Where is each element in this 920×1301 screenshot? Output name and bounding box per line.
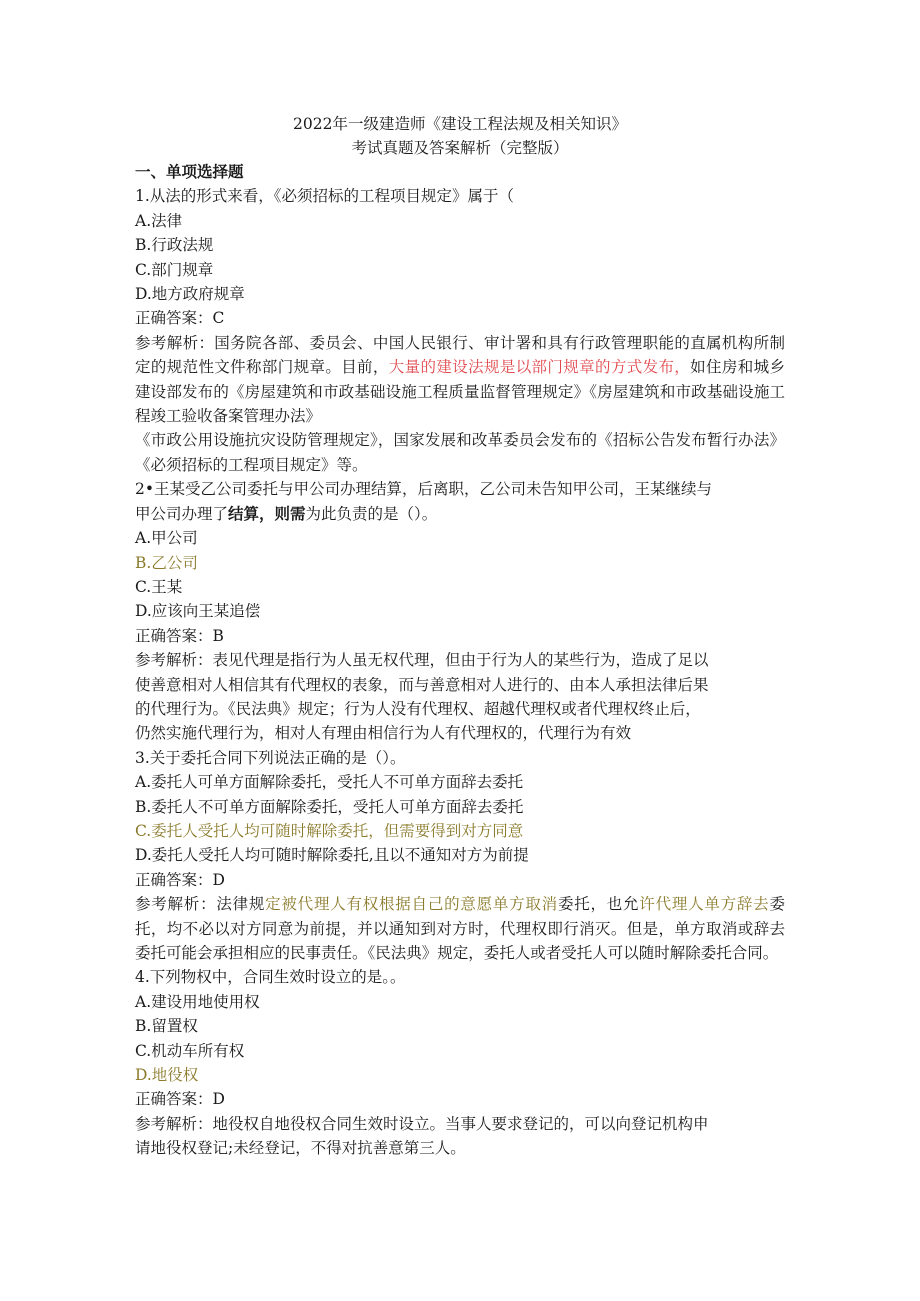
q2-analysis-line2: 使善意相对人相信其有代理权的表象，而与善意相对人进行的、由本人承担法律后果	[135, 675, 709, 694]
q1-analysis-highlight: 大量的建设法规是以部门规章的方式发布，	[388, 358, 691, 377]
q4-analysis-line1: 参考解析：地役权自地役权合同生效时设立。当事人要求登记的，可以向登记机构申	[135, 1114, 709, 1133]
q3-analysis-text2: 委托，也允	[557, 895, 640, 914]
q4-option-b: B.留置权	[135, 1017, 198, 1036]
q1-analysis-cont: 《市政公用设施抗灾设防管理规定》，国家发展和改革委员会发布的《招标公告发布暂行办法》《必须招标的工程项目规定》等。	[135, 431, 785, 474]
q1-answer: 正确答案：C	[135, 309, 225, 328]
q3-analysis-text3: 委托，均不必以对方同意为前提，并以通知到对方时，代理权即行消灭。但是，单方取消或辞去委托可能会承担相应的民事责任。《民法典》规定，委托人或者受托人可以随时解除委托合同。	[135, 895, 785, 962]
q2-stem-text: 甲公司办理了	[135, 504, 229, 523]
q1-analysis-text: 参考解析：国务院各部、委员会、中国人民银行、审计署和具有行政管理职能的直属机构所制定的规范性文件称部门规章。目前，	[135, 333, 785, 377]
q2-answer: 正确答案：B	[135, 626, 224, 645]
q2-option-b: B.乙公司	[135, 553, 198, 572]
section-heading: 一、单项选择题	[135, 163, 244, 181]
q1-option-d: D.地方政府规章	[135, 285, 245, 304]
q3-analysis	[135, 892, 785, 965]
q2-option-d: D.应该向王某追偿	[135, 602, 261, 621]
q4-option-d: D.地役权	[135, 1066, 199, 1085]
q1-analysis	[135, 331, 785, 429]
q3-option-a: A.委托人可单方面解除委托，受托人不可单方面辞去委托	[135, 773, 524, 792]
q2-stem-line2	[135, 502, 785, 526]
doc-title-line1: 2022年一级建造师《建设工程法规及相关知识》	[293, 115, 627, 133]
q1-option-a: A.法律	[135, 211, 183, 230]
q2-analysis-line4: 仍然实施代理行为，相对人有理由相信行为人有代理权的，代理行为有效	[135, 724, 632, 743]
q1-option-b: B.行政法规	[135, 236, 214, 255]
doc-title-line2: 考试真题及答案解析（完整版）	[351, 139, 569, 157]
q1-analysis-text-cont: 如住房和城乡建设部发布的《房屋建筑和市政基础设施工程质量监督管理规定》《房屋建筑和市政基础设施工程竣工验收备案管理办法》	[135, 358, 785, 426]
q2-stem-line1: 2•王某受乙公司委托与甲公司办理结算，后离职，乙公司未告知甲公司，王某继续与	[135, 480, 713, 499]
q4-stem: 4.下列物权中，合同生效时设立的是。。	[135, 968, 406, 987]
q3-answer: 正确答案：D	[135, 870, 225, 889]
q3-option-c: C.委托人受托人均可随时解除委托，但需要得到对方同意	[135, 821, 524, 840]
q3-analysis-text: 参考解析：法律规	[135, 895, 266, 914]
q4-answer: 正确答案：D	[135, 1090, 225, 1109]
q1-option-c: C.部门规章	[135, 260, 214, 279]
q4-option-a: A.建设用地使用权	[135, 992, 260, 1011]
q3-analysis-highlight2: 许代理人单方辞去	[639, 895, 770, 914]
q4-analysis-line2: 请地役权登记;未经登记，不得对抗善意第三人。	[135, 1139, 466, 1158]
q2-stem-tail: 为此负责的是（）。	[305, 504, 438, 523]
q3-analysis-highlight1: 定被代理人有权根据自己的意愿单方取消	[265, 895, 558, 914]
q3-stem: 3.关于委托合同下列说法正确的是（）。	[135, 748, 406, 767]
q2-stem-bold: 结算，则需	[228, 503, 306, 523]
q2-analysis-line1: 参考解析：表见代理是指行为人虽无权代理，但由于行为人的某些行为，造成了足以	[135, 651, 709, 670]
document-body	[135, 160, 785, 1161]
q1-stem: 1.从法的形式来看，《必须招标的工程项目规定》属于（	[135, 187, 515, 206]
q2-analysis-line3: 的代理行为。《民法典》规定；行为人没有代理权、超越代理权或者代理权终止后，	[135, 699, 701, 718]
q2-option-c: C.王某	[135, 577, 183, 596]
q3-option-d: D.委托人受托人均可随时解除委托,且以不通知对方为前提	[135, 846, 529, 865]
q2-option-a: A.甲公司	[135, 529, 198, 548]
q3-option-b: B.委托人不可单方面解除委托，受托人可单方面辞去委托	[135, 797, 524, 816]
q4-option-c: C.机动车所有权	[135, 1041, 245, 1060]
